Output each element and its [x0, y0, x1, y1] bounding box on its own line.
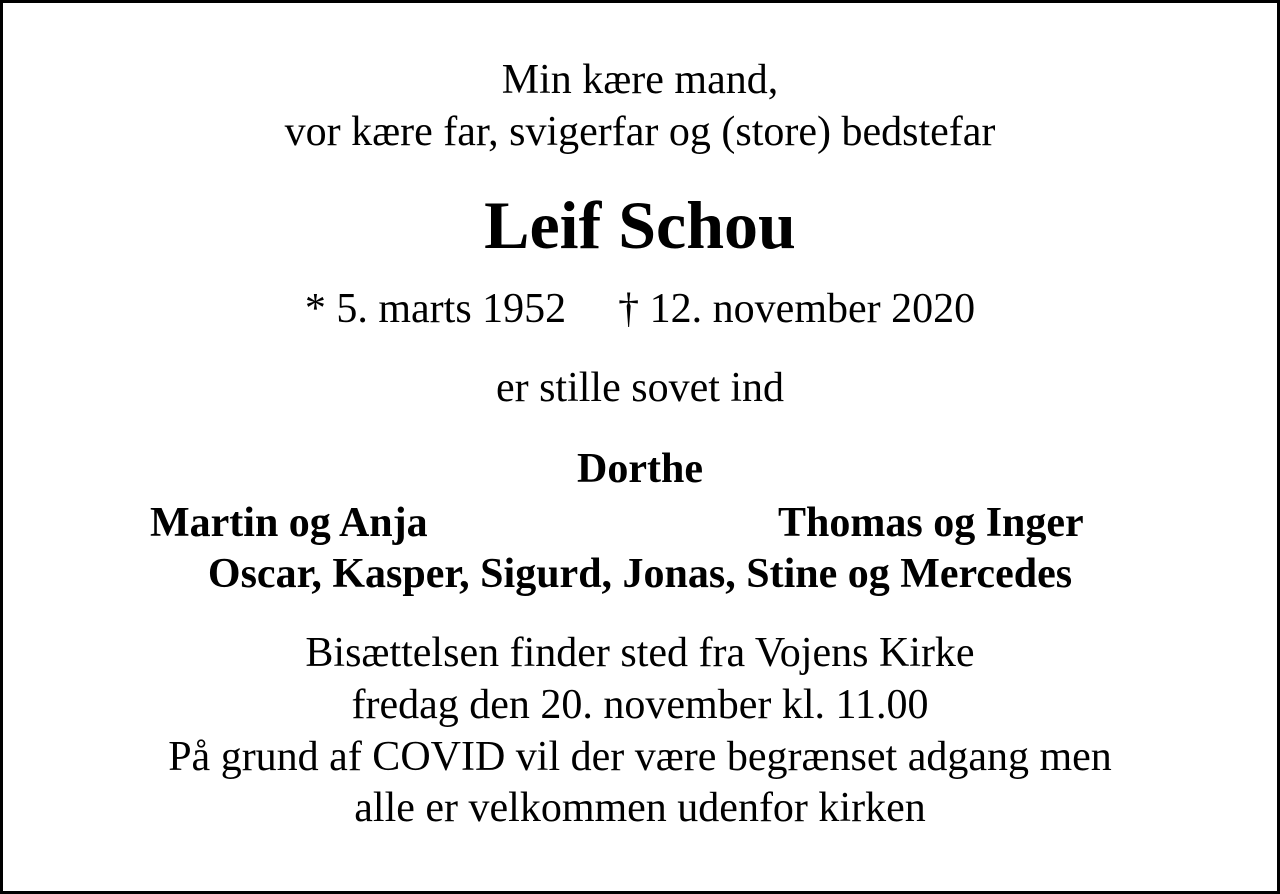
service-line-1: Bisættelsen finder sted fra Vojens Kirke — [305, 630, 975, 676]
family-grandchildren: Oscar, Kasper, Sigurd, Jonas, Stine og Mercedes — [207, 551, 1073, 597]
birth-date: * 5. marts 1952 — [304, 286, 567, 332]
life-dates — [3, 288, 1277, 330]
family-couple-right: Thomas og Inger — [778, 500, 1084, 546]
family-couple-left: Martin og Anja — [150, 500, 428, 546]
service-line-3: På grund af COVID vil der være begrænset adgang men — [168, 734, 1112, 780]
intro-line-1: Min kære mand, — [501, 57, 779, 103]
service-line-2: fredag den 20. november kl. 11.00 — [351, 682, 929, 728]
death-date: † 12. november 2020 — [618, 286, 976, 332]
family-children-row — [3, 502, 1277, 550]
family-spouse: Dorthe — [577, 446, 703, 492]
deceased-name: Leif Schou — [484, 187, 796, 263]
service-line-4: alle er velkommen udenfor kirken — [354, 785, 926, 831]
intro-line-2: vor kære far, svigerfar og (store) bedstefar — [284, 109, 996, 155]
passing-statement: er stille sovet ind — [495, 365, 785, 411]
